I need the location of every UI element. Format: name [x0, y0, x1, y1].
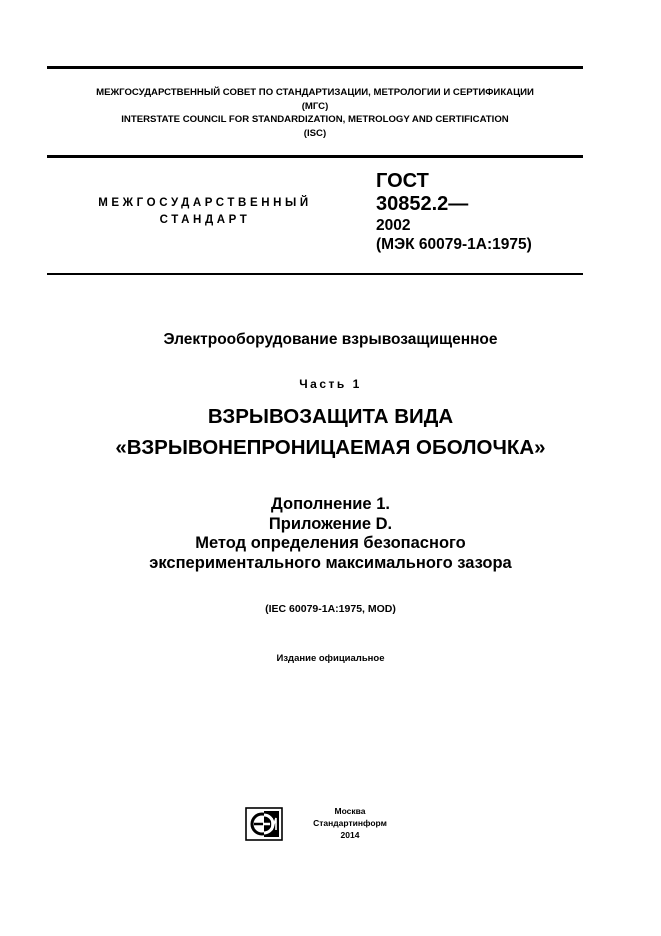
- standard-type-line2: СТАНДАРТ: [159, 214, 251, 226]
- council-rule: [47, 155, 583, 158]
- supplement-line3: Метод определения безопасного: [195, 534, 466, 552]
- publisher-name: Стандартинформ: [313, 818, 387, 828]
- supplement-title: [0, 495, 661, 573]
- publisher-block: [285, 805, 415, 841]
- main-title-line1: ВЗРЫВОЗАЩИТА ВИДА: [207, 405, 454, 428]
- edition-label: Издание официальное: [276, 653, 385, 664]
- main-title-line2: «ВЗРЫВОНЕПРОНИЦАЕМАЯ ОБОЛОЧКА»: [115, 436, 546, 459]
- gost-year: 2002: [376, 217, 411, 234]
- standard-type-line1: МЕЖГОСУДАРСТВЕННЫЙ: [98, 197, 312, 209]
- council-block: [47, 86, 583, 140]
- publisher-year: 2014: [340, 830, 360, 840]
- council-name-en: INTERSTATE COUNCIL FOR STANDARDIZATION, METROLOGY AND CERTIFICATION: [121, 114, 509, 125]
- part-label: Часть 1: [299, 377, 362, 391]
- gost-number: 30852.2—: [376, 193, 469, 215]
- iec-mod-ref: (IEC 60079-1A:1975, MOD): [265, 603, 396, 615]
- publisher-city: Москва: [334, 806, 366, 816]
- supplement-line1: Дополнение 1.: [271, 495, 390, 513]
- gost-designation: [376, 170, 532, 254]
- main-title: [0, 401, 661, 463]
- gost-iec-ref: (МЭК 60079-1А:1975): [376, 236, 532, 253]
- top-rule: [47, 66, 583, 69]
- subject-title: Электрооборудование взрывозащищенное: [163, 331, 498, 348]
- standard-type: [55, 195, 355, 229]
- standartinform-logo-icon: [245, 807, 283, 841]
- council-name-ru: МЕЖГОСУДАРСТВЕННЫЙ СОВЕТ ПО СТАНДАРТИЗАЦИИ, МЕТРОЛОГИИ И СЕРТИФИКАЦИИ: [96, 87, 534, 98]
- designation-rule: [47, 273, 583, 275]
- supplement-line2: Приложение D.: [268, 514, 393, 533]
- council-abbr-ru: (МГС): [301, 100, 329, 112]
- council-abbr-en: (ISC): [303, 127, 327, 139]
- gost-label: ГОСТ: [376, 170, 429, 192]
- supplement-line4: экспериментального максимального зазора: [149, 553, 512, 572]
